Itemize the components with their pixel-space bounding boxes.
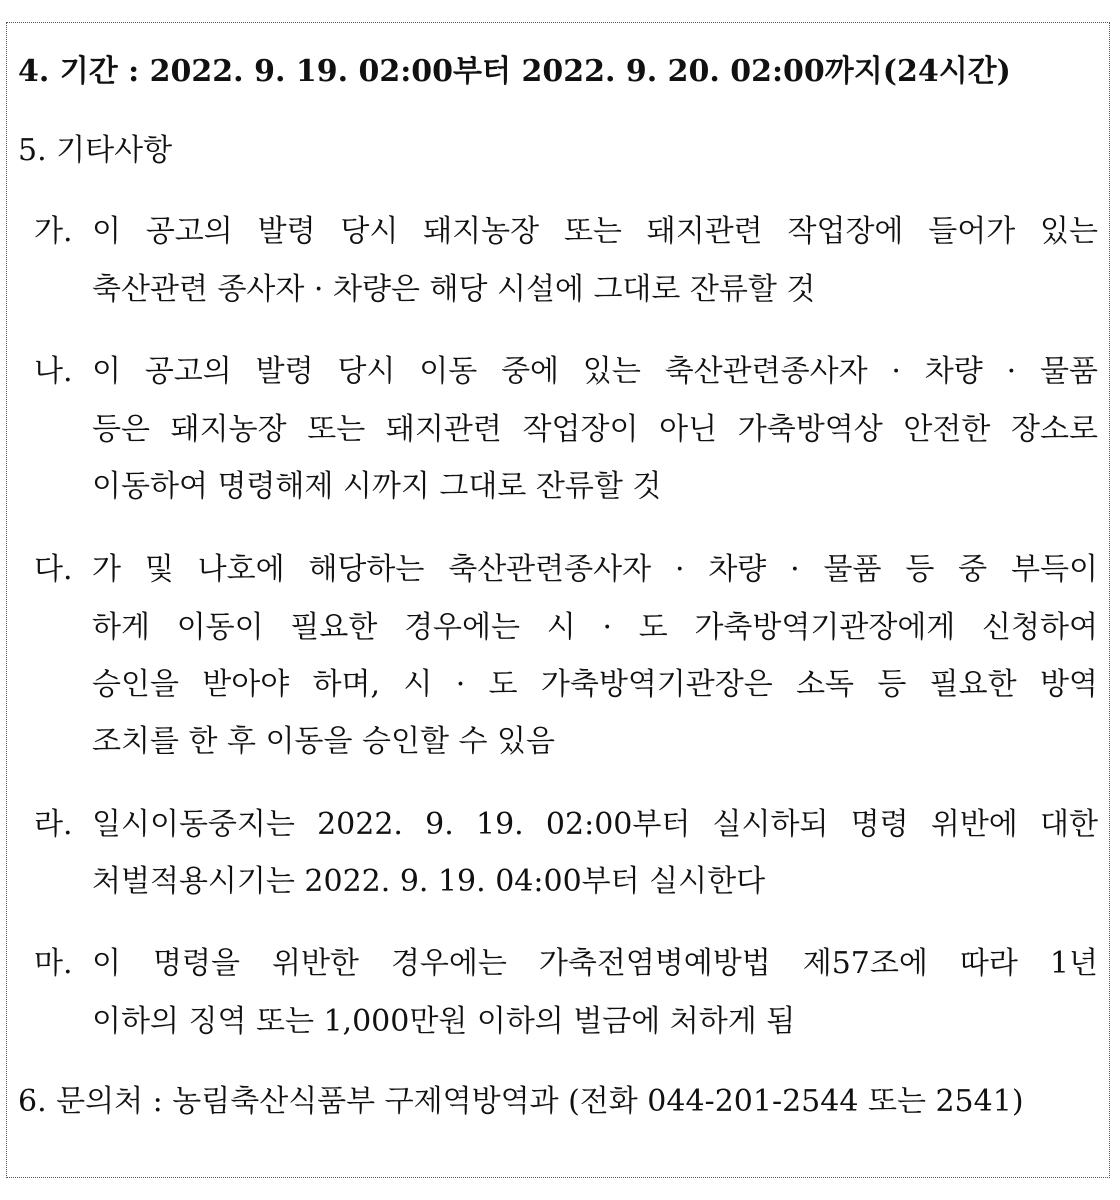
item-ma-marker: 마. <box>34 946 73 981</box>
item-ra-line-2: 처벌적용시기는 2022. 9. 19. 04:00부터 실시한다 <box>92 864 766 899</box>
item-ma-line-1: 이 명령을 위반한 경우에는 가축전염병예방법 제57조에 따라 1년 <box>92 946 1098 981</box>
other-heading: 5. 기타사항 <box>18 133 173 168</box>
item-da-line-2: 하게 이동이 필요한 경우에는 시 · 도 가축방역기관장에게 신청하여 <box>92 610 1098 645</box>
item-da-line-3: 승인을 받아야 하며, 시 · 도 가축방역기관장은 소독 등 필요한 방역 <box>92 667 1098 702</box>
item-ga-line-1: 이 공고의 발령 당시 돼지농장 또는 돼지관련 작업장에 들어가 있는 <box>92 214 1098 249</box>
item-da-line-4: 조치를 한 후 이동을 승인할 수 있음 <box>92 724 555 759</box>
item-da-marker: 다. <box>34 552 73 587</box>
item-ra-marker: 라. <box>34 807 73 842</box>
item-ra-line-1: 일시이동중지는 2022. 9. 19. 02:00부터 실시하되 명령 위반에 대한 <box>92 807 1098 842</box>
item-da-line-1: 가 및 나호에 해당하는 축산관련종사자 · 차량 · 물품 등 중 부득이 <box>92 552 1098 587</box>
item-ga-line-2: 축산관련 종사자 · 차량은 해당 시설에 그대로 잔류할 것 <box>92 272 816 307</box>
item-ma-line-2: 이하의 징역 또는 1,000만원 이하의 벌금에 처하게 됨 <box>92 1004 796 1039</box>
item-na-line-1: 이 공고의 발령 당시 이동 중에 있는 축산관련종사자 · 차량 · 물품 <box>92 354 1098 389</box>
item-na-line-2: 등은 돼지농장 또는 돼지관련 작업장이 아닌 가축방역상 안전한 장소로 <box>92 412 1098 447</box>
item-ga-marker: 가. <box>34 214 73 249</box>
period-line: 4. 기간 : 2022. 9. 19. 02:00부터 2022. 9. 20. 02:00까지(24시간) <box>18 54 1011 89</box>
item-na-marker: 나. <box>34 354 73 389</box>
item-na-line-3: 이동하여 명령해제 시까지 그대로 잔류할 것 <box>92 469 662 504</box>
contact-line: 6. 문의처 : 농림축산식품부 구제역방역과 (전화 044-201-2544 또는 2541) <box>18 1084 1024 1119</box>
